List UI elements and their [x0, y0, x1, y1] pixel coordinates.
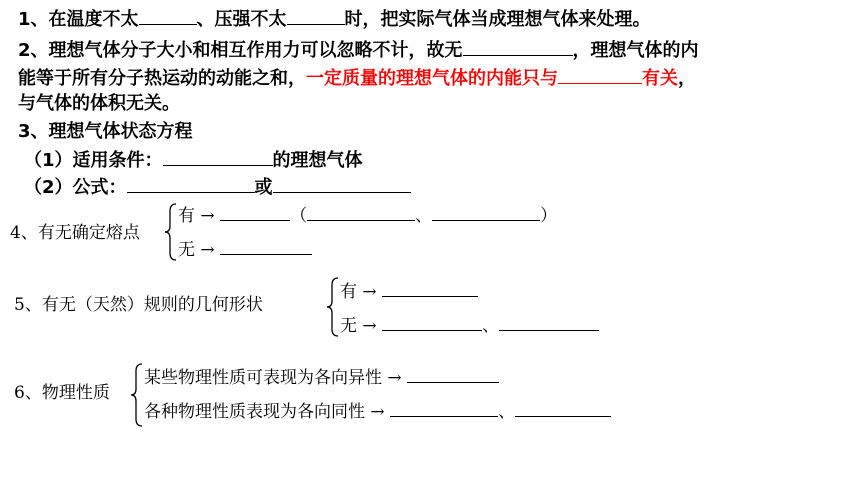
q6-row-2 — [144, 400, 611, 423]
q4-blank-2[interactable] — [307, 204, 415, 221]
q4-blank-4[interactable] — [220, 238, 312, 255]
q2-text-3: 能等于所有分子热运动的动能之和， — [18, 68, 306, 89]
q4-no-label: 无 → — [178, 240, 215, 260]
question-2-line-3 — [18, 92, 180, 116]
q4-brace — [164, 202, 178, 262]
q4-label: 4、有无确定熔点 — [10, 223, 140, 243]
q3-formula-mid: 或 — [254, 177, 273, 198]
q4-blank-1[interactable] — [220, 204, 290, 221]
question-1 — [18, 6, 651, 32]
q3-blank-formula-1[interactable] — [127, 174, 255, 193]
q2-text-4: ， — [678, 68, 696, 89]
q5-no-label: 无 → — [340, 316, 377, 336]
q4-yes-row — [178, 204, 557, 227]
q6-blank-3[interactable] — [515, 400, 611, 417]
q5-blank-2[interactable] — [382, 314, 482, 331]
q6-blank-1[interactable] — [407, 366, 499, 383]
q5-sep: 、 — [482, 316, 500, 336]
q1-text-2: 、压强不太 — [196, 9, 287, 30]
question-2-line-2 — [18, 65, 696, 91]
question-3-formula — [24, 174, 411, 200]
q4-open-paren: （ — [290, 206, 308, 226]
q2-text-2: ，理想气体的内 — [572, 40, 699, 61]
q1-text-1: 1、在温度不太 — [18, 9, 139, 30]
q5-yes-row — [340, 280, 478, 303]
q6-label: 6、物理性质 — [14, 383, 110, 403]
q1-blank-1[interactable] — [139, 6, 197, 25]
q3-blank-formula-2[interactable] — [273, 174, 411, 193]
q5-yes-label: 有 → — [340, 282, 377, 302]
q6-brace — [130, 362, 144, 428]
q3-blank-condition[interactable] — [163, 147, 273, 166]
q6-blank-2[interactable] — [390, 400, 498, 417]
q5-blank-3[interactable] — [499, 314, 599, 331]
q2-text-1: 2、理想气体分子大小和相互作用力可以忽略不计，故无 — [18, 40, 463, 61]
q2-blank-2[interactable] — [558, 65, 642, 84]
q4-no-row — [178, 238, 312, 261]
q3-cond-suffix: 的理想气体 — [272, 150, 363, 171]
q5-no-row — [340, 314, 599, 337]
q5-brace — [326, 276, 340, 338]
q5-label: 5、有无（天然）规则的几何形状 — [14, 295, 263, 315]
q1-blank-2[interactable] — [287, 6, 345, 25]
q4-yes-label: 有 → — [178, 206, 215, 226]
q6-sep: 、 — [498, 402, 516, 422]
question-3-condition — [24, 147, 363, 173]
q5-blank-1[interactable] — [382, 280, 478, 297]
question-2-line-1 — [18, 37, 699, 63]
q2-red-text-1: 一定质量的理想气体的内能只与 — [306, 68, 558, 89]
q3-formula-prefix: （2）公式： — [24, 177, 127, 198]
q6-line-1: 某些物理性质可表现为各向异性 → — [144, 368, 402, 388]
q3-cond-prefix: （1）适用条件： — [24, 150, 163, 171]
q4-sep: 、 — [415, 206, 433, 226]
q2-blank-1[interactable] — [463, 37, 573, 56]
q1-text-3: 时，把实际气体当成理想气体来处理。 — [344, 9, 651, 30]
q6-line-2: 各种物理性质表现为各向同性 → — [144, 402, 385, 422]
question-3-title: 3、理想气体状态方程 — [18, 121, 193, 142]
q2-red-text-2: 有关 — [642, 68, 678, 89]
q4-close-paren: ） — [540, 206, 558, 226]
q2-text-5: 与气体的体积无关。 — [18, 93, 180, 114]
q4-blank-3[interactable] — [432, 204, 540, 221]
q6-row-1 — [144, 366, 499, 389]
